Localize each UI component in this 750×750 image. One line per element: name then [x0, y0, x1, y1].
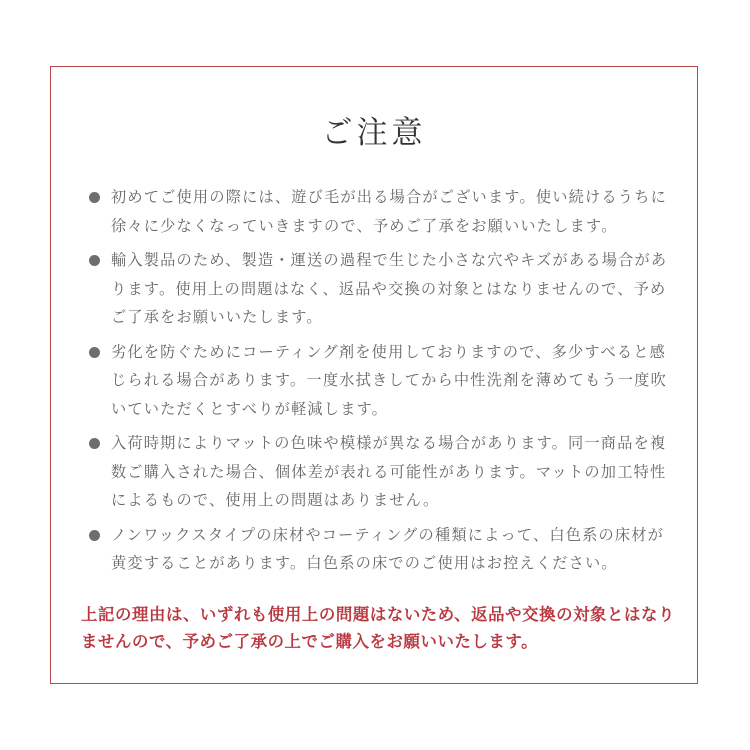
bullet-icon	[89, 438, 100, 449]
notice-list	[89, 183, 669, 584]
notice-item-text: 初めてご使用の際には、遊び毛が出る場合がございます。使い続けるうちに徐々に少なくなっていきますので、予めご了承をお願いいたします。	[111, 188, 667, 235]
notice-item-4	[89, 429, 669, 515]
bullet-icon	[89, 530, 100, 541]
notice-item-text: 劣化を防ぐためにコーティング剤を使用しておりますので、多少すべると感じられる場合があります。一度水拭きしてから中性洗剤を薄めてもう一度吹いていただくとすべりが軽減します。	[111, 342, 667, 418]
notice-item-text: 入荷時期によりマットの色味や模様が異なる場合があります。同一商品を複数ご購入された場合、個体差が表れる可能性があります。マットの加工特性によるもので、使用上の問題はありません。	[111, 434, 667, 509]
conclusion-note: 上記の理由は、いずれも使用上の問題はないため、返品や交換の対象とはなりませんので、予めご了承の上でご購入をお願いいたします。	[81, 605, 676, 651]
bullet-icon	[89, 255, 100, 266]
notice-box	[50, 66, 698, 684]
notice-item-3	[89, 338, 669, 424]
notice-item-2	[89, 246, 669, 332]
notice-item-1	[89, 183, 669, 240]
bullet-icon	[89, 347, 100, 358]
notice-item-text: 輸入製品のため、製造・運送の過程で生じた小さな穴やキズがある場合があります。使用上の問題はなく、返品や交換の対象とはなりませんので、予めご了承をお願いいたします。	[111, 251, 668, 326]
notice-item-text: ノンワックスタイプの床材やコーティングの種類によって、白色系の床材が黄変することがあります。白色系の床でのご使用はお控えください。	[111, 525, 665, 572]
notice-item-5	[89, 521, 669, 578]
notice-title: ご注意	[321, 115, 427, 151]
bullet-icon	[89, 192, 100, 203]
